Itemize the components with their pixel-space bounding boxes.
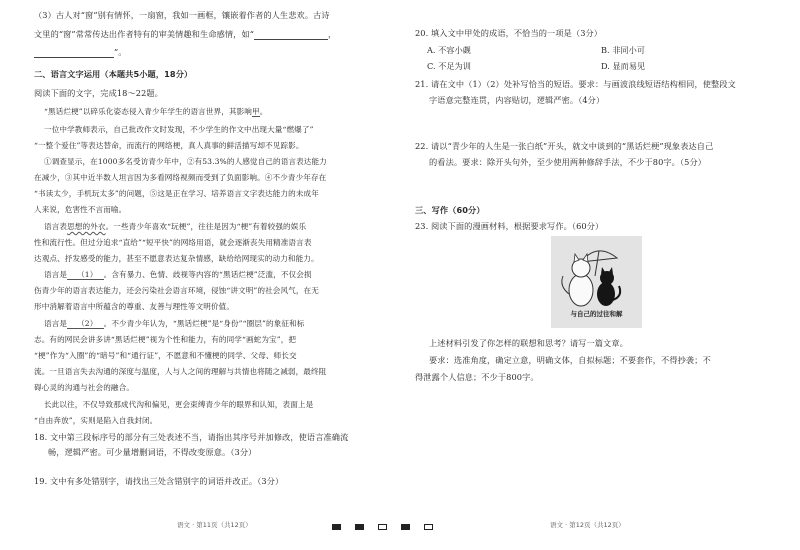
- paragraph-3-line: 性和流行性。但过分追求“直给”“短平快”的网络用语，就会逐渐丧失用精准语言表: [34, 238, 312, 247]
- question-21: 字语意完整连贯，内容贴切，逻辑严密。（4分）: [429, 95, 605, 105]
- paragraph-5-line: 志。有的网民会讲多讲“黑话烂梗”视为个性和能力，有的同学“画蛇为宝”，把: [34, 335, 297, 344]
- paragraph-2-line: “一整个爱住”等表达替命，而流行的网络梗，真人真事的鲜活描写却不见踪影。: [34, 141, 304, 150]
- paragraph-6-line: 长此以往，不仅导致那成代沟和偏见，更会束缚青少年的眼界和认知，表面上是: [44, 400, 314, 409]
- essay-requirement: 要求：选准角度，确定立意，明确文体，自拟标题；不要套作，不得抄袭；不: [429, 355, 711, 365]
- wavy-underlined-phrase: 思想的外衣: [67, 222, 106, 231]
- paragraph-5-line: 碍心灵的沟通与社会的融合。: [34, 383, 135, 392]
- white-cat: [569, 274, 593, 306]
- question-18: 18. 文中第三段标序号的部分有三处表述不当，请指出其序号并加修改，使语言准确流: [34, 432, 349, 442]
- answer-blank[interactable]: [254, 30, 328, 40]
- paragraph-2-line: 在减少，③其中近半数人坦言因为多看网络视频而受到了负面影响。④不少青少年存在: [34, 173, 327, 182]
- question-20: 20. 填入文中甲处的成语，不恰当的一项是（3分）: [415, 28, 603, 38]
- paragraph-4-line: 形中消解着语言中所蕴含的尊重、友善与理性等文明价值。: [34, 302, 235, 311]
- question-21: 21. 请在文中（1）（2）处补写恰当的短语。要求：与画波浪线短语结构相同，使整段文: [415, 79, 736, 89]
- mark: [355, 524, 364, 530]
- comic-illustration: [551, 236, 642, 328]
- section-3-title: 三、写作（60分）: [415, 205, 485, 215]
- positioning-marks: [332, 516, 462, 524]
- fill-blank-2[interactable]: （2）: [67, 319, 104, 329]
- paragraph-5-line: 流。一旦语言失去沟通的深度与温度，人与人之间的理解与共情也将随之减弱，最终阻: [34, 367, 327, 376]
- umbrella-handle: [595, 251, 599, 276]
- fill-blank-1[interactable]: （1）: [67, 270, 104, 280]
- section-2-title: 二、语言文字运用（本题共5小题，18分）: [34, 69, 193, 79]
- comic-image: [551, 236, 642, 328]
- q20-option-d[interactable]: D. 显而易见: [601, 61, 646, 71]
- paragraph-5-line: 语言是 （2） 。不少青少年认为，“黑话烂梗”是“身份”“圈层”的象征和标: [44, 319, 305, 328]
- question-23: 23. 阅读下面的漫画材料，根据要求写作。（60分）: [415, 221, 604, 231]
- white-cat-tail: [562, 276, 569, 294]
- page-footer-11: 语文 · 第11页（共12页）: [177, 521, 252, 529]
- question-19: 19. 文中有多处错别字，请找出三处含错别字的词语并改正。（3分）: [34, 476, 284, 486]
- question-22: 22. 请以“青少年的人生是一张白纸”开头，就文中谈到的“黑话烂梗”现象表达自己: [415, 141, 714, 151]
- mark: [401, 524, 410, 530]
- paragraph-6-line: “自由奔放”，实则是陷入自我封闭。: [34, 416, 158, 425]
- black-cat: [597, 282, 615, 306]
- answer-blank[interactable]: [34, 48, 114, 58]
- mark: [332, 524, 341, 530]
- paragraph-1: “黑话烂梗”以碎乐化姿态侵入青少年学生的语言世界，其影响甲。: [44, 107, 268, 116]
- mark: [378, 524, 387, 530]
- q17-line-2: 文里的“窗”常常传达出作者特有的审美情趣和生命感情，如“ ，: [34, 29, 337, 39]
- comic-caption: 与自己的过往和解: [570, 310, 623, 318]
- essay-question: 上述材料引发了你怎样的联想和思考？请写一篇文章。: [429, 338, 628, 348]
- question-22: 的看法。要求：除开头句外，至少使用两种修辞手法，不少于80字。（5分）: [429, 157, 707, 167]
- read-instruction: 阅读下面的文字，完成18～22题。: [34, 88, 163, 98]
- essay-requirement: 得泄露个人信息；不少于800字。: [415, 372, 539, 382]
- paragraph-4-line: 伤青少年的语言表达能力，还会污染社会语言环境，侵蚀“讲文明”的社会风气，在无: [34, 286, 319, 295]
- page-footer-12: 语文 · 第12页（共12页）: [550, 521, 625, 529]
- q17-line-3: ”。: [34, 47, 127, 58]
- q20-option-a[interactable]: A. 不容小觑: [427, 45, 471, 55]
- paragraph-3-line: 语言表思想的外衣。一些青少年喜欢“玩梗”，往往是因为“梗”有着较强的娱乐: [44, 222, 307, 231]
- paragraph-2-line: 人来说，危害性不言而喻。: [34, 205, 127, 214]
- paragraph-3-line: 达观点、抒发感受的能力，甚至不愿意表达复杂情感，缺给给网现实的动力和能力。: [34, 254, 319, 263]
- paragraph-5-line: “梗”作为“入圈”的“暗号”和“通行证”，不愿意和不懂梗的同学、父母、师长交: [34, 351, 297, 360]
- paragraph-2-line: “书读太少，手机玩太多”的问题，⑤这是正在学习、培养语言文字表达能力的未成年: [34, 189, 319, 198]
- paragraph-2-line: 一位中学教师表示，自己批改作文时发现，不少学生的作文中出现大量“燃爆了”: [44, 125, 314, 134]
- q20-option-b[interactable]: B. 非同小可: [601, 45, 645, 55]
- mark: [424, 524, 433, 530]
- q17-line-1: （3）古人对“窗”别有情怀，一扇窗，我如一画框，镶嵌着作者的人生悲欢。古诗: [34, 10, 330, 20]
- q20-option-c[interactable]: C. 不足为训: [427, 61, 471, 71]
- question-18: 畅，逻辑严密。可少量增删词语，不得改变原意。（3分）: [48, 447, 257, 457]
- paragraph-2-line: ①调查显示，在1000多名受访青少年中，②有53.3%的人感觉自己的语言表达能力: [44, 157, 327, 166]
- paragraph-4-line: 语言是 （1） 。含有暴力、色情、歧视等内容的“黑话烂梗”泛滥，不仅会损: [44, 270, 312, 279]
